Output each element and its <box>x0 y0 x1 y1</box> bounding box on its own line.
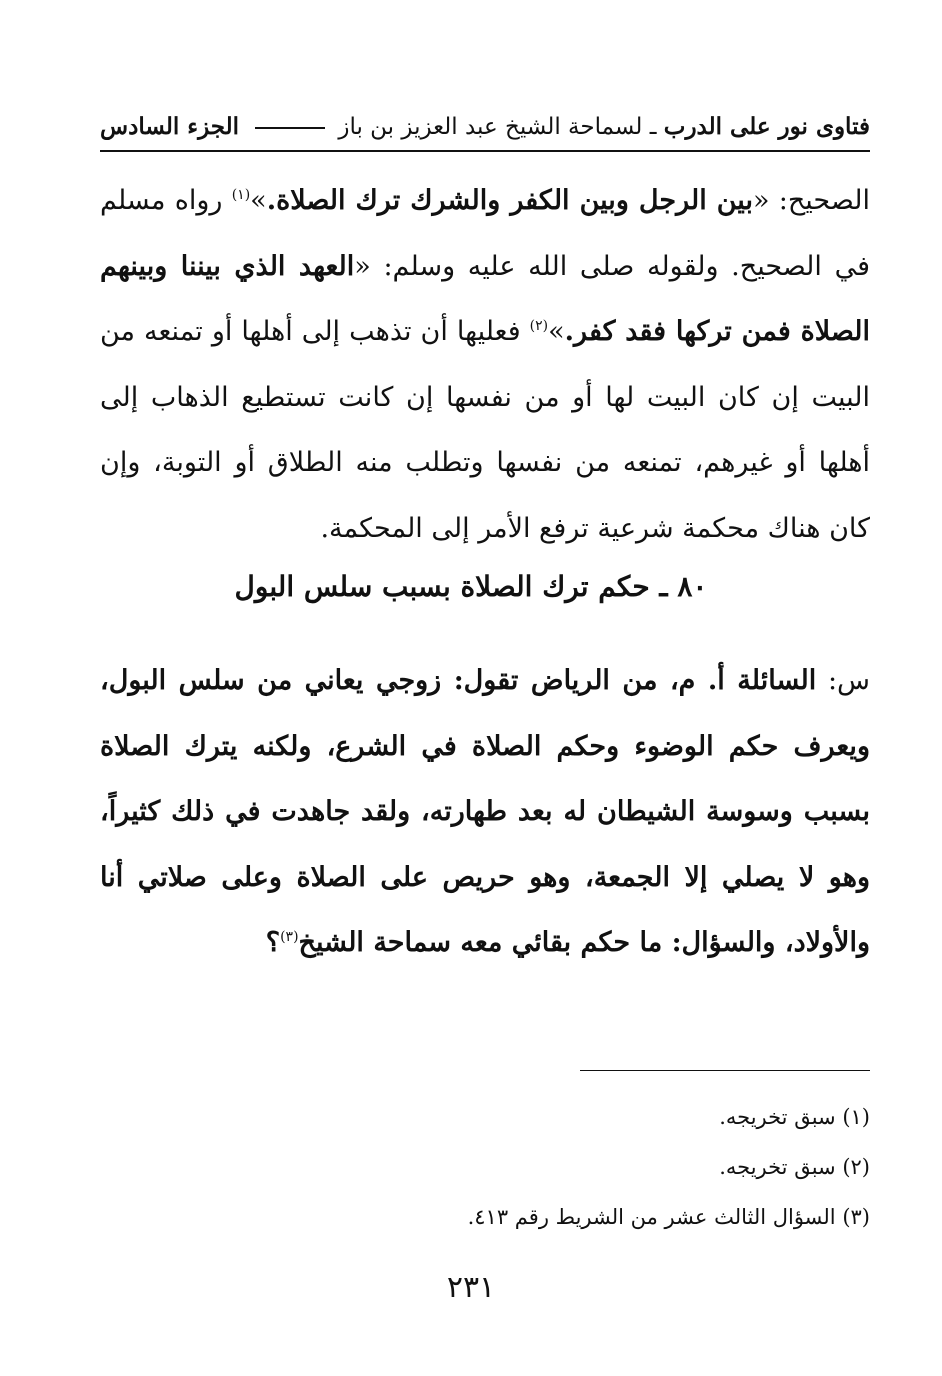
footnote-marker: (١) <box>231 187 251 203</box>
footnote: (٢) سبق تخريجه. <box>719 1155 870 1179</box>
footnote-marker: (٣) <box>280 929 299 945</box>
running-header <box>100 104 870 148</box>
text-run: » <box>548 316 565 347</box>
hadith-quote: العهد الذي بيننا وبينهم الصلاة فمن تركها فقد كفر. <box>100 250 870 347</box>
footnote: (٣) السؤال الثالث عشر من الشريط رقم ٤١٣. <box>467 1205 870 1229</box>
footnote-marker: (٢) <box>529 318 549 334</box>
volume-part: الجزء السادس <box>100 112 239 140</box>
text-run: فعليها أن تذهب إلى أهلها أو تمنعه من البيت إن كان البيت لها أو من نفسها إن كانت تستطيع الذهاب إلى أهلها أو غيرهم، تمنعه من نفسها وتطلب منه الطلاق أو التوبة، وإن كان هناك محكمة شرعية ترفع الأمر إلى المحكمة. <box>100 316 870 544</box>
book-title: فتاوى نور على الدرب <box>663 112 870 140</box>
page-number: ٢٣١ <box>446 1270 496 1305</box>
header-rule <box>100 150 870 152</box>
footnotes <box>100 1092 870 1242</box>
book-author: ـ لسماحة الشيخ عبد العزيز بن باز <box>338 113 657 140</box>
question-block <box>100 648 870 976</box>
section-heading: ٨٠ ـ حكم ترك الصلاة بسبب سلس البول <box>234 570 708 603</box>
question-prefix: س: <box>816 665 871 696</box>
footnote-rule <box>580 1070 870 1071</box>
text-run: رواه مسلم في الصحيح. ولقوله صلى الله عليه وسلم: « <box>100 185 870 282</box>
text-run: الصحيح: « <box>752 185 870 216</box>
hadith-quote: بين الرجل وبين الكفر والشرك ترك الصلاة. <box>266 185 753 216</box>
question-text: السائلة أ. م، من الرياض تقول: زوجي يعاني من سلس البول، ويعرف حكم الوضوء وحكم الصلاة في الشرع، ولكنه يترك الصلاة بسبب وسوسة الشيطان له بعد طهارته، ولقد جاهدت في ذلك كثيراً، وهو لا يصلي إلا الجمعة، وهو حريص على الصلاة وعلى صلاتي أنا والأولاد، والسؤال: ما حكم بقائي معه سماحة الشيخ <box>100 665 870 958</box>
text-run: » <box>250 185 267 216</box>
header-separator <box>255 127 325 129</box>
question-mark: ؟ <box>265 927 281 958</box>
body-paragraph <box>100 168 870 561</box>
header-book-title <box>249 113 870 140</box>
footnote: (١) سبق تخريجه. <box>719 1105 870 1129</box>
